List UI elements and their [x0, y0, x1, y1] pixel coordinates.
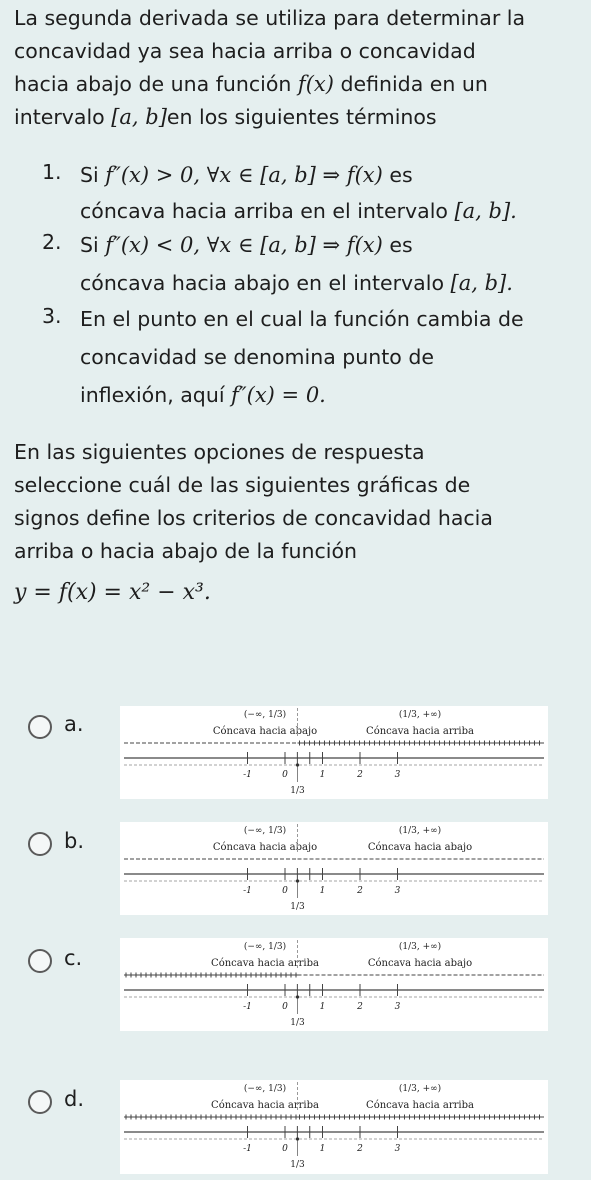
right-concavity-label: Cóncava hacia arriba [366, 1100, 474, 1111]
marker-label: 1/3 [290, 786, 305, 796]
marker-dot [296, 879, 299, 882]
criterion-1-math: f″(x) > 0, ∀x ∈ [a, b] ⇒ f(x) [105, 163, 383, 187]
criterion-1-number: 1. [42, 160, 62, 184]
left-interval-label: (−∞, 1/3) [243, 1084, 287, 1094]
left-concavity-label: Cóncava hacia abajo [212, 842, 318, 853]
criterion-text: cóncava hacia abajo en el intervalo [80, 271, 451, 295]
right-interval-label: (1/3, +∞) [398, 710, 442, 720]
right-concavity-label: Cóncava hacia abajo [367, 842, 473, 853]
right-concavity-label: Cóncava hacia abajo [367, 958, 473, 969]
intro-line-2: concavidad ya sea hacia arriba o concavidad [14, 39, 476, 63]
criterion-3-math: f″(x) = 0. [231, 383, 326, 407]
intro-text: hacia abajo de una función [14, 72, 298, 96]
intro-text: intervalo [14, 105, 112, 129]
axis-tick-label: 2 [357, 1144, 363, 1154]
intro-line-1: La segunda derivada se utiliza para determinar la [14, 6, 526, 30]
option-d-letter: d. [64, 1087, 85, 1111]
math-interval: [a, b] [111, 105, 167, 129]
criterion-text: Si [80, 163, 106, 187]
right-interval-label: (1/3, +∞) [398, 826, 442, 836]
option-c-radio[interactable] [28, 949, 52, 973]
marker-dot [296, 995, 299, 998]
marker-label: 1/3 [290, 1160, 305, 1170]
question-line-1: En las siguientes opciones de respuesta [14, 440, 425, 464]
option-a-sign-chart[interactable] [120, 706, 548, 799]
criterion-3-line-1: En el punto en el cual la función cambia de [80, 307, 524, 331]
axis-tick-label: 1 [319, 770, 326, 780]
question-line-3: signos define los criterios de concavidad hacia [14, 506, 493, 530]
axis-tick-label: 3 [394, 1144, 401, 1154]
criterion-1-line-2 [80, 194, 517, 228]
axis-tick-label: 3 [394, 886, 401, 896]
marker-dot [296, 1137, 299, 1140]
intro-text: definida en un [333, 72, 488, 96]
question-line-2: seleccione cuál de las siguientes gráficas de [14, 473, 471, 497]
axis-tick-label: 0 [282, 886, 288, 896]
intro-paragraph [14, 2, 582, 134]
left-concavity-label: Cóncava hacia arriba [211, 1100, 319, 1111]
criterion-1-interval: [a, b]. [454, 199, 517, 223]
criterion-2-line-2 [80, 266, 513, 300]
axis-tick-label: 1 [319, 886, 326, 896]
left-interval-label: (−∞, 1/3) [243, 826, 287, 836]
axis-tick-label: -1 [243, 770, 252, 780]
axis-tick-label: 2 [357, 886, 363, 896]
left-interval-label: (−∞, 1/3) [243, 710, 287, 720]
intro-text: en los siguientes términos [166, 105, 437, 129]
axis-tick-label: 1 [319, 1144, 326, 1154]
left-concavity-label: Cóncava hacia arriba [211, 958, 319, 969]
intro-line-4 [14, 101, 582, 134]
criterion-text: es [382, 233, 413, 257]
sign-chart-svg [120, 706, 548, 799]
right-concavity-label: Cóncava hacia arriba [366, 726, 474, 737]
criterion-2-math: f″(x) < 0, ∀x ∈ [a, b] ⇒ f(x) [105, 233, 383, 257]
question-line-4: arriba o hacia abajo de la función [14, 539, 358, 563]
criterion-2-number: 2. [42, 230, 62, 254]
option-d-sign-chart[interactable] [120, 1080, 548, 1174]
axis-tick-label: 2 [357, 1002, 363, 1012]
criterion-1-line-1 [80, 158, 413, 192]
axis-tick-label: -1 [243, 1002, 252, 1012]
criterion-3-line-3 [80, 378, 326, 412]
criterion-text: inflexión, aquí [80, 383, 232, 407]
math-fx: f(x) [297, 72, 334, 96]
marker-dot [296, 763, 299, 766]
axis-tick-label: -1 [243, 886, 252, 896]
sign-chart-svg [120, 822, 548, 915]
axis-tick-label: -1 [243, 1144, 252, 1154]
axis-tick-label: 0 [282, 770, 288, 780]
criterion-3-line-2: concavidad se denomina punto de [80, 345, 434, 369]
function-equation: y = f(x) = x² − x³. [14, 580, 211, 605]
question-paragraph [14, 436, 582, 568]
criterion-text: Si [80, 233, 106, 257]
right-interval-label: (1/3, +∞) [398, 1084, 442, 1094]
right-interval-label: (1/3, +∞) [398, 942, 442, 952]
marker-label: 1/3 [290, 1018, 305, 1028]
axis-tick-label: 3 [394, 1002, 401, 1012]
option-b-sign-chart[interactable] [120, 822, 548, 915]
option-d-radio[interactable] [28, 1090, 52, 1114]
sign-chart-svg [120, 938, 548, 1031]
intro-line-3 [14, 68, 582, 101]
option-b-radio[interactable] [28, 832, 52, 856]
option-b-letter: b. [64, 829, 85, 853]
sign-chart-svg [120, 1080, 548, 1174]
axis-tick-label: 1 [319, 1002, 326, 1012]
criterion-3-number: 3. [42, 304, 62, 328]
axis-tick-label: 3 [394, 770, 401, 780]
left-concavity-label: Cóncava hacia abajo [212, 726, 318, 737]
option-a-letter: a. [64, 712, 84, 736]
axis-tick-label: 0 [282, 1002, 288, 1012]
criterion-2-interval: [a, b]. [450, 271, 513, 295]
option-c-sign-chart[interactable] [120, 938, 548, 1031]
option-a-radio[interactable] [28, 715, 52, 739]
criterion-text: cóncava hacia arriba en el intervalo [80, 199, 455, 223]
left-interval-label: (−∞, 1/3) [243, 942, 287, 952]
axis-tick-label: 2 [357, 770, 363, 780]
option-c-letter: c. [64, 946, 83, 970]
criterion-2-line-1 [80, 228, 413, 262]
axis-tick-label: 0 [282, 1144, 288, 1154]
marker-label: 1/3 [290, 902, 305, 912]
criterion-text: es [382, 163, 413, 187]
